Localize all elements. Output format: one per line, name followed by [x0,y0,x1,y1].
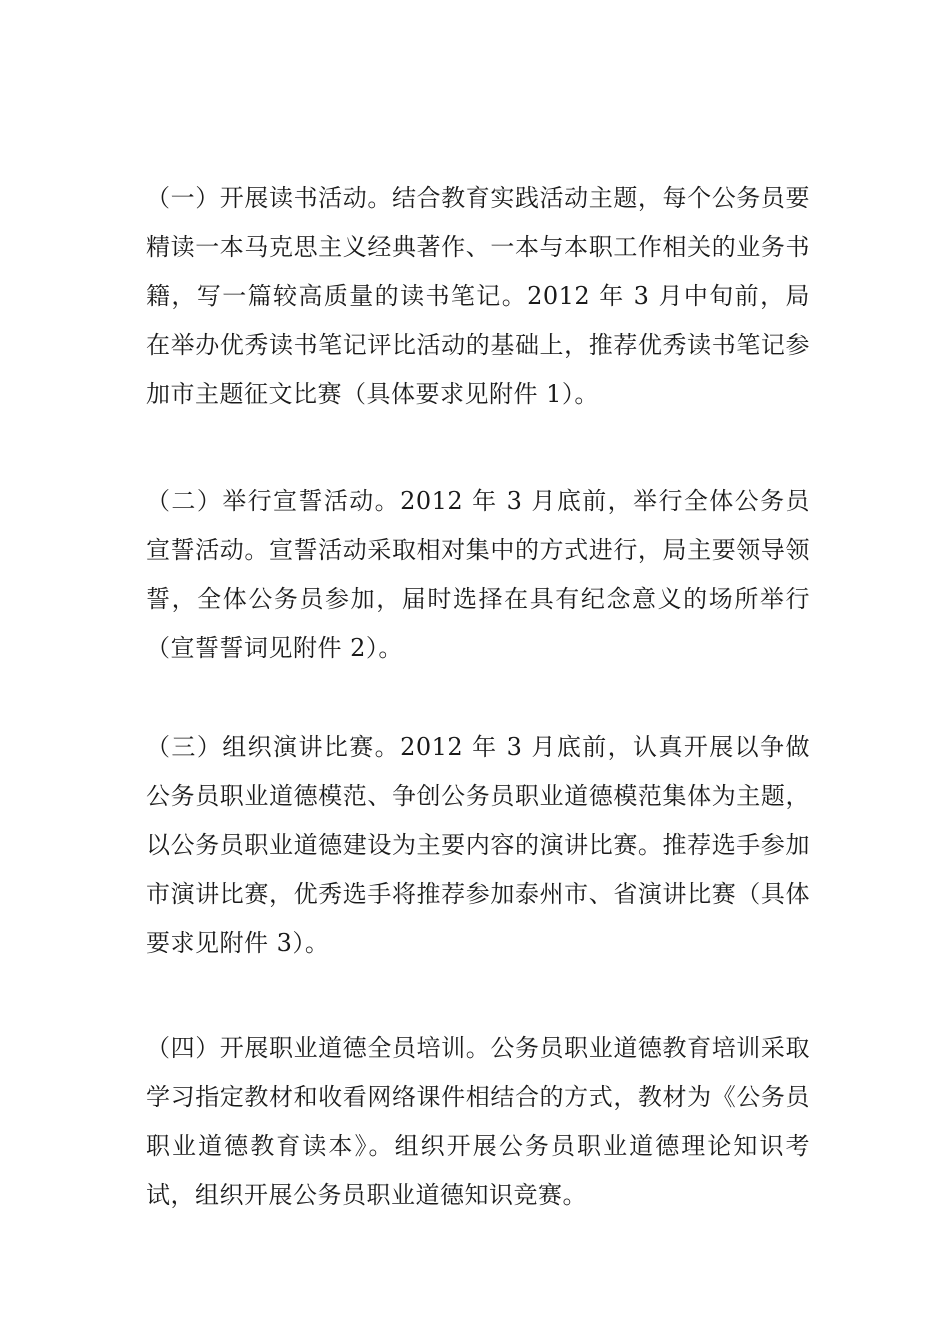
paragraph-speech-contest: （三）组织演讲比赛。2012 年 3 月底前，认真开展以争做公务员职业道德模范、争创公务员职业道德模范集体为主题，以公务员职业道德建设为主要内容的演讲比赛。推荐选手参加市演讲比赛，优秀选手将推荐参加泰州市、省演讲比赛（具体要求见附件 3）。 [146,733,810,957]
paragraph-oath-activity: （二）举行宣誓活动。2012 年 3 月底前，举行全体公务员宣誓活动。宣誓活动采取相对集中的方式进行，局主要领导领誓，全体公务员参加，届时选择在具有纪念意义的场所举行（宣誓誓词见附件 2）。 [146,487,810,662]
paragraph-ethics-training: （四）开展职业道德全员培训。公务员职业道德教育培训采取学习指定教材和收看网络课件相结合的方式，教材为《公务员职业道德教育读本》。组织开展公务员职业道德理论知识考试，组织开展公务员职业道德知识竞赛。 [146,1034,810,1209]
paragraph-reading-activity: （一）开展读书活动。结合教育实践活动主题，每个公务员要精读一本马克思主义经典著作、一本与本职工作相关的业务书籍，写一篇较高质量的读书笔记。2012 年 3 月中旬前，局在举办优秀读书笔记评比活动的基础上，推荐优秀读书笔记参加市主题征文比赛（具体要求见附件 1）。 [146,184,810,408]
